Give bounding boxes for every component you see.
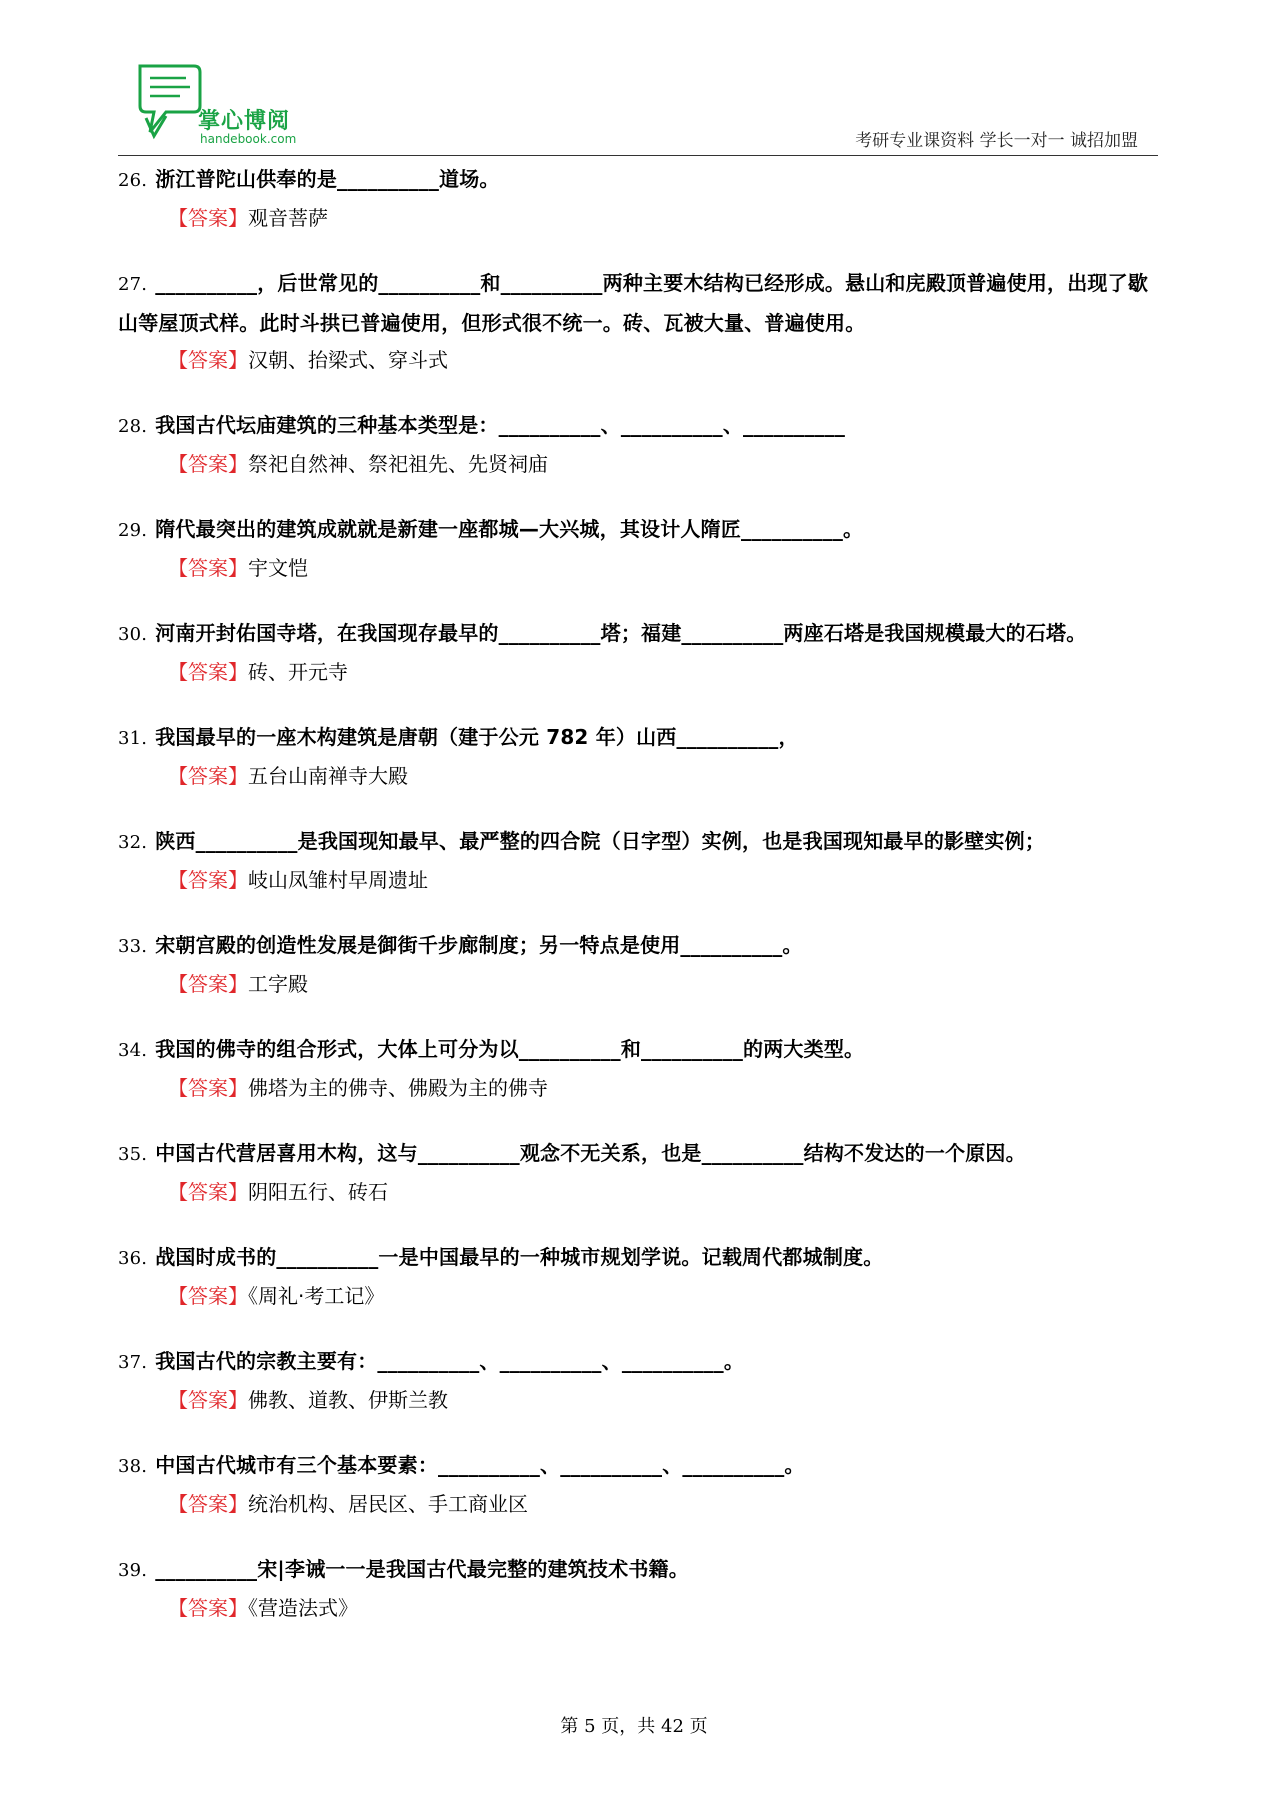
answer-text: 阴阳五行、砖石 bbox=[248, 1180, 388, 1204]
question-text: 我国古代的宗教主要有：__________、__________、__________。 bbox=[155, 1349, 745, 1373]
question-text: 我国古代坛庙建筑的三种基本类型是：__________、__________、__________ bbox=[155, 413, 846, 437]
answer-tag: 【答案】 bbox=[168, 764, 248, 788]
question-text: 战国时成书的__________一是中国最早的一种城市规划学说。记载周代都城制度。 bbox=[155, 1245, 884, 1269]
answer-tag: 【答案】 bbox=[168, 1284, 248, 1308]
answer-tag: 【答案】 bbox=[168, 660, 248, 684]
answer-text: 统治机构、居民区、手工商业区 bbox=[248, 1492, 528, 1516]
question-spacer bbox=[118, 482, 1160, 510]
page-header bbox=[118, 56, 1158, 156]
answer-tag: 【答案】 bbox=[168, 556, 248, 580]
answer-line bbox=[118, 1382, 1160, 1418]
question-text-line bbox=[118, 160, 1160, 200]
answer-text: 岐山凤雏村早周遗址 bbox=[248, 868, 428, 892]
question-spacer bbox=[118, 690, 1160, 718]
question-spacer bbox=[118, 1522, 1160, 1550]
question-number: 38. bbox=[118, 1456, 148, 1477]
question-item bbox=[118, 1550, 1160, 1626]
answer-line bbox=[118, 342, 1160, 378]
page-number: 第 5 页，共 42 页 bbox=[560, 1716, 708, 1737]
question-number: 32. bbox=[118, 832, 148, 853]
answer-tag: 【答案】 bbox=[168, 1388, 248, 1412]
question-spacer bbox=[118, 898, 1160, 926]
question-item bbox=[118, 1238, 1160, 1314]
answer-tag: 【答案】 bbox=[168, 868, 248, 892]
answer-line bbox=[118, 654, 1160, 690]
question-text-line bbox=[118, 1446, 1160, 1486]
answer-text: 佛塔为主的佛寺、佛殿为主的佛寺 bbox=[248, 1076, 548, 1100]
answer-line bbox=[118, 200, 1160, 236]
question-text-line bbox=[118, 822, 1160, 862]
answer-tag: 【答案】 bbox=[168, 1180, 248, 1204]
answer-text: 汉朝、抬梁式、穿斗式 bbox=[248, 348, 448, 372]
question-text-line bbox=[118, 718, 1160, 758]
question-item bbox=[118, 406, 1160, 482]
question-spacer bbox=[118, 586, 1160, 614]
answer-text: 砖、开元寺 bbox=[248, 660, 348, 684]
answer-line bbox=[118, 1174, 1160, 1210]
question-item bbox=[118, 264, 1160, 378]
question-text-line bbox=[118, 1342, 1160, 1382]
question-text: 宋朝宫殿的创造性发展是御街千步廊制度；另一特点是使用__________。 bbox=[155, 933, 803, 957]
answer-tag: 【答案】 bbox=[168, 452, 248, 476]
question-text-line bbox=[118, 510, 1160, 550]
question-item bbox=[118, 1446, 1160, 1522]
question-text-line bbox=[118, 1550, 1160, 1590]
answer-text: 佛教、道教、伊斯兰教 bbox=[248, 1388, 448, 1412]
question-item bbox=[118, 926, 1160, 1002]
question-number: 39. bbox=[118, 1560, 148, 1581]
answer-tag: 【答案】 bbox=[168, 348, 248, 372]
question-spacer bbox=[118, 794, 1160, 822]
logo-url: handebook.com bbox=[200, 132, 297, 146]
question-spacer bbox=[118, 1314, 1160, 1342]
question-text: 我国最早的一座木构建筑是唐朝（建于公元 782 年）山西__________， bbox=[155, 725, 799, 749]
answer-tag: 【答案】 bbox=[168, 1596, 248, 1620]
question-text: 隋代最突出的建筑成就就是新建一座都城—大兴城，其设计人隋匠__________。 bbox=[155, 517, 864, 541]
answer-line bbox=[118, 1590, 1160, 1626]
question-item bbox=[118, 1030, 1160, 1106]
answer-line bbox=[118, 550, 1160, 586]
question-text-line bbox=[118, 1030, 1160, 1070]
question-text: 浙江普陀山供奉的是__________道场。 bbox=[155, 167, 500, 191]
question-text: 陕西__________是我国现知最早、最严整的四合院（日字型）实例，也是我国现知最早的影壁实例； bbox=[155, 829, 1046, 853]
answer-line bbox=[118, 758, 1160, 794]
question-number: 28. bbox=[118, 416, 148, 437]
question-item bbox=[118, 718, 1160, 794]
answer-text: 《营造法式》 bbox=[248, 1596, 358, 1620]
question-number: 27. bbox=[118, 274, 148, 295]
question-number: 26. bbox=[118, 170, 148, 191]
question-spacer bbox=[118, 1418, 1160, 1446]
question-number: 35. bbox=[118, 1144, 148, 1165]
question-number: 29. bbox=[118, 520, 148, 541]
answer-tag: 【答案】 bbox=[168, 1076, 248, 1100]
answer-text: 宇文恺 bbox=[248, 556, 308, 580]
answer-text: 观音菩萨 bbox=[248, 206, 328, 230]
question-item bbox=[118, 1342, 1160, 1418]
answer-text: 五台山南禅寺大殿 bbox=[248, 764, 408, 788]
question-number: 30. bbox=[118, 624, 148, 645]
question-text: __________，后世常见的__________和__________两种主要木结构已经形成。悬山和庑殿顶普遍使用，出现了歇山等屋顶式样。此时斗拱已普遍使用，但形式很不统一。砖、瓦被大量、普遍使用。 bbox=[118, 271, 1149, 335]
question-text: 我国的佛寺的组合形式，大体上可分为以__________和__________的两大类型。 bbox=[155, 1037, 865, 1061]
question-item bbox=[118, 822, 1160, 898]
answer-line bbox=[118, 1278, 1160, 1314]
question-item bbox=[118, 160, 1160, 236]
question-text: 河南开封佑国寺塔，在我国现存最早的__________塔；福建__________两座石塔是我国规模最大的石塔。 bbox=[155, 621, 1087, 645]
answer-line bbox=[118, 1486, 1160, 1522]
question-spacer bbox=[118, 378, 1160, 406]
question-number: 36. bbox=[118, 1248, 148, 1269]
answer-tag: 【答案】 bbox=[168, 206, 248, 230]
question-number: 37. bbox=[118, 1352, 148, 1373]
question-list bbox=[118, 160, 1160, 1626]
question-number: 31. bbox=[118, 728, 148, 749]
question-text: __________宋|李诫一一是我国古代最完整的建筑技术书籍。 bbox=[155, 1557, 689, 1581]
question-item bbox=[118, 1134, 1160, 1210]
answer-text: 《周礼·考工记》 bbox=[248, 1284, 385, 1308]
question-text-line bbox=[118, 264, 1160, 342]
question-text-line bbox=[118, 1134, 1160, 1174]
logo-text: 掌心博阅 bbox=[198, 109, 291, 134]
question-spacer bbox=[118, 1002, 1160, 1030]
answer-line bbox=[118, 1070, 1160, 1106]
question-text-line bbox=[118, 1238, 1160, 1278]
header-divider bbox=[118, 155, 1158, 156]
answer-tag: 【答案】 bbox=[168, 1492, 248, 1516]
question-spacer bbox=[118, 1210, 1160, 1238]
answer-text: 工字殿 bbox=[248, 972, 308, 996]
question-item bbox=[118, 614, 1160, 690]
answer-line bbox=[118, 446, 1160, 482]
question-text: 中国古代城市有三个基本要素：__________、__________、__________。 bbox=[155, 1453, 805, 1477]
question-item bbox=[118, 510, 1160, 586]
question-number: 33. bbox=[118, 936, 148, 957]
question-text: 中国古代营居喜用木构，这与__________观念不无关系，也是__________结构不发达的一个原因。 bbox=[155, 1141, 1026, 1165]
question-number: 34. bbox=[118, 1040, 148, 1061]
header-slogan: 考研专业课资料 学长一对一 诚招加盟 bbox=[855, 131, 1138, 151]
answer-line bbox=[118, 966, 1160, 1002]
answer-text: 祭祀自然神、祭祀祖先、先贤祠庙 bbox=[248, 452, 548, 476]
question-text-line bbox=[118, 926, 1160, 966]
question-spacer bbox=[118, 1106, 1160, 1134]
question-text-line bbox=[118, 614, 1160, 654]
answer-line bbox=[118, 862, 1160, 898]
answer-tag: 【答案】 bbox=[168, 972, 248, 996]
question-text-line bbox=[118, 406, 1160, 446]
question-spacer bbox=[118, 236, 1160, 264]
